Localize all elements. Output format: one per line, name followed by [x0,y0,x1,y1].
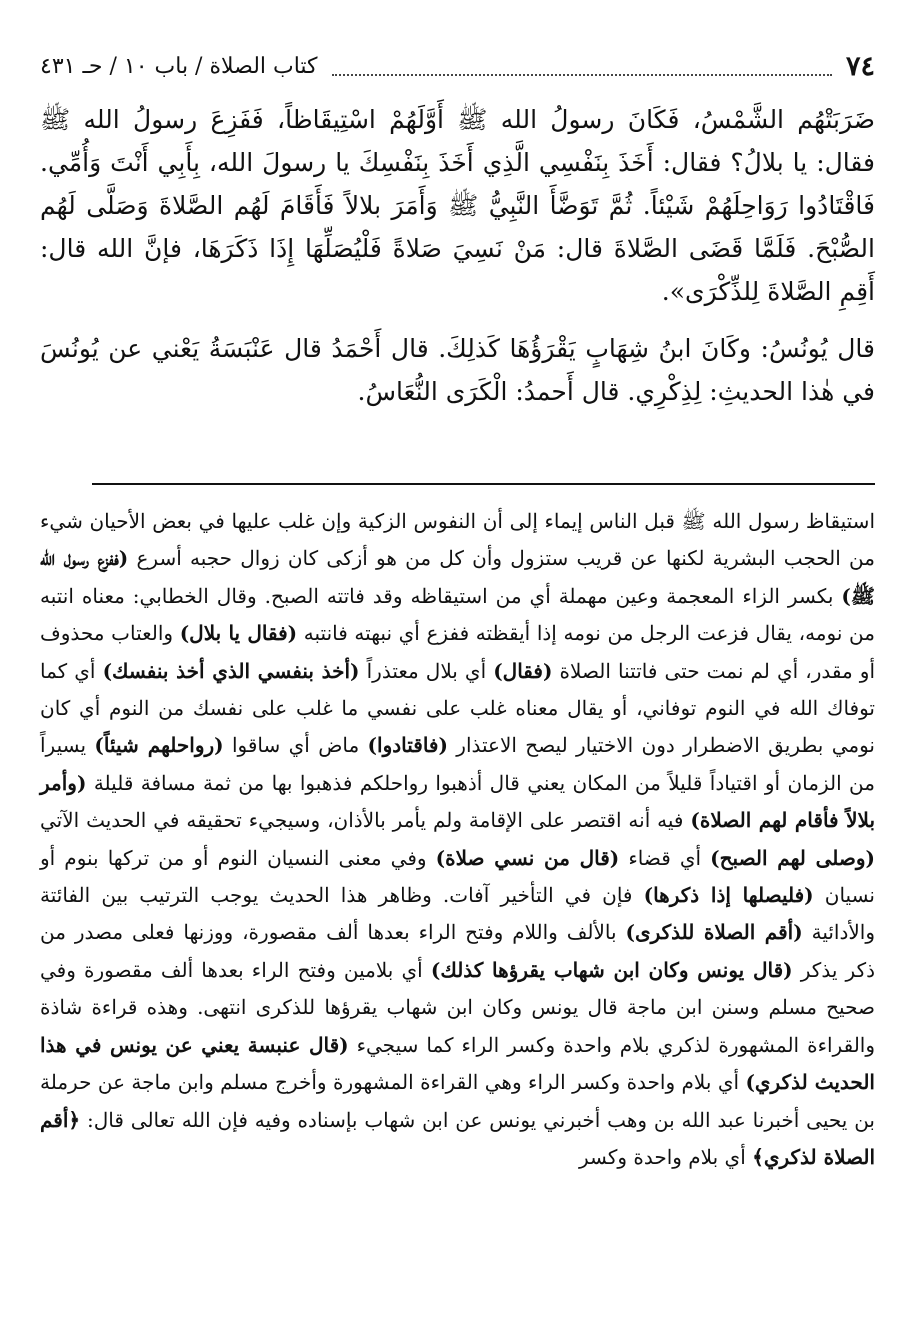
footnote-divider [92,483,875,485]
quoted-phrase: (وصلى لهم الصبح) [710,845,875,870]
commentary-text-run: وفي معنى النسيان النوم أو من تركها بنوم أو نسيان [40,845,875,908]
page-header [40,46,875,86]
commentary-text-run: أي قضاء [619,845,711,870]
hadith-paragraph: ضَرَبَتْهُم الشَّمْسُ، فَكَانَ رسولُ الله ﷺ أَوَّلَهُمْ اسْتِيقَاظاً، فَفَزِعَ رسولُ الله ﷺ فقال: يا بلالُ؟ فقال: أَخَذَ بِنَفْسِي الَّذِي أَخَذَ بِنَفْسِكَ يا رسولَ الله، بِأَبِي أَنْتَ وَأُمِّي. فَاقْتَادُوا رَوَاحِلَهُمْ شَيْئاً. ثُمَّ تَوَضَّأَ النَّبِيُّ ﷺ وَأَمَرَ بلالاً فَأَقَامَ لَهُم الصَّلاةَ وَصَلَّى لَهُم الصُّبْحَ. فَلَمَّا قَضَى الصَّلاةَ قال: مَنْ نَسِيَ صَلاةً فَلْيُصَلِّهَا إِذَا ذَكَرَهَا، فإنَّ الله قال: أَقِمِ الصَّلاةَ لِلذِّكْرَى». [40,105,875,306]
commentary-text [40,503,875,1176]
quoted-phrase: ﴿أقم الصلاة لذكري﴾ [40,1107,875,1169]
commentary-text-run: أي بلام واحدة وكسر الراء وهي القراءة المشهورة وأخرج مسلم وابن ماجة عن حرملة بن يحيى أخبرنا عبد الله بن وهب أخبرني يونس عن ابن شهاب بإسناده وفيه فإن الله تعالى قال: [40,1070,875,1132]
document-page [40,0,875,1342]
commentary-text-run: بكسر الزاء المعجمة وعين مهملة أي من استيقاظه وقد فاتته الصبح. وقال الخطابي: معناه انتبه من نومه، يقال فزعت الرجل من نومه إذا أيقظته ففزع أي نبهته فانتبه [40,583,875,646]
page-number: ٧٤ [845,50,875,82]
running-title: كتاب الصلاة / باب ١٠ / حـ ٤٣١ [40,53,318,79]
dotted-leader [332,56,832,76]
commentary-text-run: أي بلام واحدة وكسر [578,1144,753,1169]
quoted-phrase: (قال يونس وكان ابن شهاب يقرؤها كذلك) [430,957,793,982]
quoted-phrase: (فقال) [493,658,553,683]
quoted-phrase: (وأمر بلالاً فأقام لهم الصلاة) [40,770,876,833]
commentary-text-run: أي بلال معتذراً [359,658,494,683]
commentary-text-run: أي بلامين وفتح الراء بعدها ألف مقصورة وفي صحيح مسلم وسنن ابن ماجة قال يونس وكان ابن شهاب يقرؤها للذكرى انتهى. وهذه قراءة شاذة والقراءة المشهورة لذكري بلام واحدة وكسر الراء كما سيجيء [40,957,875,1057]
quoted-phrase: (فليصلها إذا ذكرها) [643,883,814,908]
commentary-text-run: أي كما توفاك الله في النوم توفاني، أو يقال معناه غلب على نفسي ما غلب على نفسك من النوم أي كان نومي بطريق الاضطرار دون الاختيار ليصح الاعتذار [40,658,875,758]
commentary-text-run: ماض أي ساقوا [223,733,368,758]
quoted-phrase: (فقال يا بلال) [179,621,298,646]
commentary-text-run: والعتاب محذوف أو مقدر، أي لم نمت حتى فاتتنا الصلاة [40,621,876,683]
quoted-phrase: (فاقتادوا) [367,733,448,758]
hadith-text [40,98,875,413]
quoted-phrase: (قال عنبسة يعني عن يونس في هذا الحديث لذكري) [40,1032,875,1095]
hadith-paragraph: قال يُونُسُ: وكَانَ ابنُ شِهَابٍ يَقْرَؤُهَا كَذلِكَ. قال أَحْمَدُ قال عَنْبَسَةُ يَعْني عن يُونُسَ في هٰذا الحديثِ: لِذِكْرِي. قال أَحمدُ: الْكَرَى النُّعَاسُ. [40,334,875,406]
commentary-text-run: استيقاظ رسول الله ﷺ قبل الناس إيماء إلى أن النفوس الزكية وإن غلب عليها في بعض الأحيان شيء من الحجب البشرية لكنها عن قريب ستزول وأن كل من هو أزكى كان زوال حجبه أسرع [40,509,875,571]
commentary-text-run: بالألف واللام وفتح الراء بعدها ألف مقصورة، ووزنها فعلى مصدر من ذكر يذكر [40,920,875,982]
commentary-text-run: يسيراً من الزمان أو اقتياداً قليلاً من المكان يعني قال أذهبوا رواحلكم فذهبوا بها من ثمة مسافة قليلة [40,733,875,795]
commentary-text-run: فإن في التأخير آفات. وظاهر هذا الحديث يوجب الترتيب بين الفائتة والأدائية [40,883,876,945]
commentary-paragraph [40,503,875,1176]
quoted-phrase: (أقم الصلاة للذكرى) [625,920,803,945]
quoted-phrase: (قال من نسي صلاة) [435,845,620,870]
quoted-phrase: (رواحلهم شيئاً) [94,733,224,758]
quoted-phrase: (ففزع رسول الله ﷺ) [40,546,875,608]
commentary-text-run: فيه أنه اقتصر على الإقامة ولم يأمر بالأذان، وسيجيء تحقيقه في الحديث الآتي [40,808,691,833]
quoted-phrase: (أخذ بنفسي الذي أخذ بنفسك) [102,658,360,683]
